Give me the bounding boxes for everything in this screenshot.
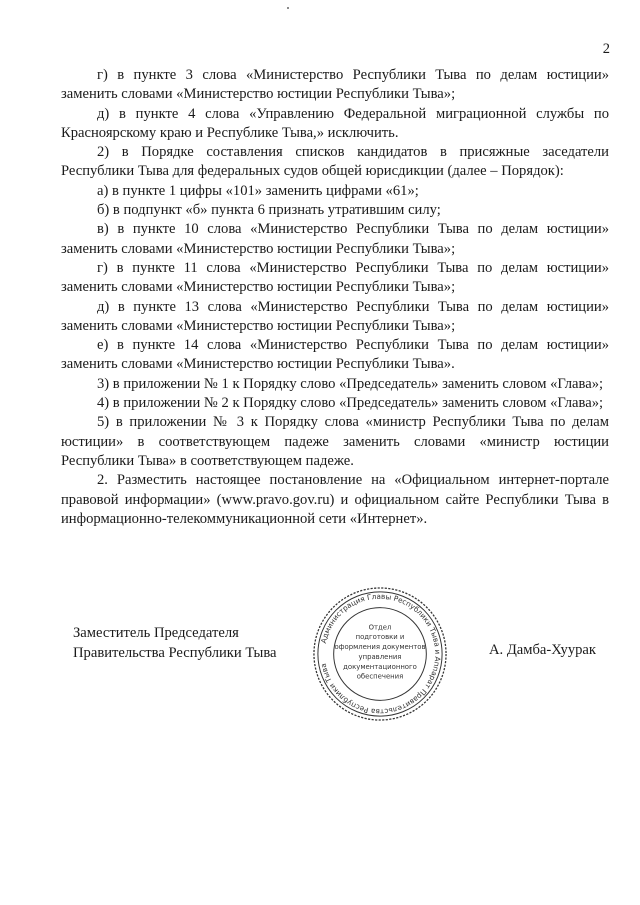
stamp-center-line: оформления документов (334, 643, 426, 652)
paragraph: г) в пункте 11 слова «Министерство Республики Тыва по делам юстиции» заменить словами «Министерство юстиции Республики Тыва»; (61, 259, 609, 296)
paragraph: д) в пункте 13 слова «Министерство Республики Тыва по делам юстиции» заменить словами «Министерство юстиции Республики Тыва»; (61, 298, 609, 334)
stamp-center-line: подготовки и (355, 633, 405, 642)
paragraph: б) в подпункт «б» пункта 6 признать утратившим силу; (97, 202, 441, 219)
paragraph: а) в пункте 1 цифры «101» заменить цифрами «61»; (97, 182, 419, 199)
paragraph: 3) в приложении № 1 к Порядку слово «Председатель» заменить словом «Глава»; (97, 375, 604, 392)
signatory-title (73, 624, 277, 663)
stamp-ring-text: Администрация Главы Республики Тыва и Аппарат Правительства Республики Тыва (318, 591, 443, 717)
stamp-center-line: Отдел (368, 623, 392, 632)
paragraph: 2) в Порядке составления списков кандидатов в присяжные заседатели Республики Тыва для федеральных судов общей юрисдикции (далее – Порядок): (61, 144, 609, 180)
official-stamp (311, 585, 449, 723)
paragraph: в) в пункте 10 слова «Министерство Республики Тыва по делам юстиции» заменить словами «Министерство юстиции Республики Тыва»; (61, 221, 609, 257)
scan-speck (287, 7, 289, 9)
paragraph: 2. Разместить настоящее постановление на «Официальном интернет-портале правовой информации» (www.pravo.gov.ru) и официальном сайте Республики Тыва в информационно-телекоммуникационной сети «Интернет». (61, 472, 609, 527)
stamp-center-line: обеспечения (356, 672, 404, 681)
signatory-title-line: Правительства Республики Тыва (73, 644, 277, 661)
signatory-title-line: Заместитель Председателя (73, 625, 239, 641)
page-number: 2 (602, 41, 610, 57)
paragraph: д) в пункте 4 слова «Управлению Федеральной миграционной службы по Красноярскому краю и Республике Тыва,» исключить. (61, 105, 609, 141)
stamp-center-line: управления (358, 652, 402, 661)
paragraph: е) в пункте 14 слова «Министерство Республики Тыва по делам юстиции» заменить словами «Министерство юстиции Республики Тыва». (61, 337, 609, 373)
paragraph: г) в пункте 3 слова «Министерство Республики Тыва по делам юстиции» заменить словами «Министерство юстиции Республики Тыва»; (61, 67, 609, 103)
paragraph: 5) в приложении № 3 к Порядку слова «министр Республики Тыва по делам юстиции» в соответствующем падеже заменить словами «министр юстиции Республики Тыва» в соответствующем падеже. (61, 414, 609, 469)
paragraph: 4) в приложении № 2 к Порядку слово «Председатель» заменить словом «Глава»; (97, 395, 604, 412)
document-body (61, 66, 609, 529)
stamp-center-line: документационного (343, 662, 417, 671)
signatory-name: А. Дамба-Хуурак (489, 642, 596, 658)
